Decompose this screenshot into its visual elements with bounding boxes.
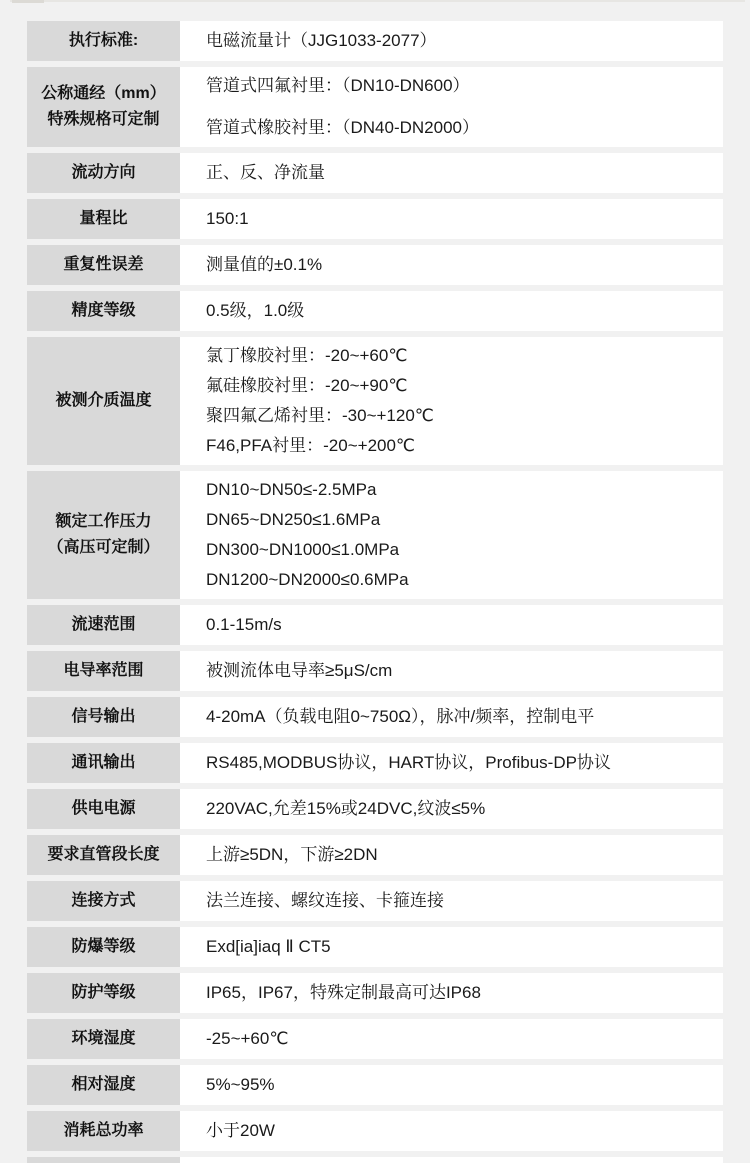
value-line: 电磁流量计（JJG1033-2077） — [206, 31, 437, 50]
row-label — [27, 835, 180, 875]
value-line: RS485,MODBUS协议，HART协议，Profibus-DP协议 — [206, 753, 611, 772]
row-label — [27, 337, 180, 465]
spec-table — [27, 21, 723, 1163]
table-row — [27, 973, 723, 1013]
value-line: Exd[ia]iaq Ⅱ CT5 — [206, 937, 331, 956]
label-line: 特殊规格可定制 — [47, 111, 160, 128]
value-line: DN300~DN1000≤1.0MPa — [206, 540, 400, 559]
label-line: 量程比 — [79, 210, 128, 227]
row-label — [27, 743, 180, 783]
row-value — [180, 21, 723, 61]
table-row — [27, 789, 723, 829]
label-line: 消耗总功率 — [63, 1122, 144, 1139]
value-line: 0.1-15m/s — [206, 615, 282, 634]
table-row — [27, 743, 723, 783]
table-row — [27, 927, 723, 967]
label-line: 公称通经（mm） — [41, 85, 166, 102]
label-line: 环境湿度 — [71, 1030, 136, 1047]
next-row-partial-value — [180, 1157, 723, 1163]
table-row — [27, 245, 723, 285]
row-value — [180, 199, 723, 239]
value-line: IP65，IP67，特殊定制最高可达IP68 — [206, 983, 481, 1002]
table-row — [27, 67, 723, 147]
value-line: 0.5级，1.0级 — [206, 301, 305, 320]
row-value — [180, 337, 723, 465]
value-line: F46,PFA衬里：-20~+200℃ — [206, 436, 416, 455]
row-label — [27, 697, 180, 737]
row-label — [27, 153, 180, 193]
value-line: 正、反、净流量 — [206, 163, 325, 182]
row-value — [180, 1065, 723, 1105]
row-value — [180, 471, 723, 599]
table-row — [27, 471, 723, 599]
value-line: 150:1 — [206, 209, 249, 228]
table-row — [27, 881, 723, 921]
row-label — [27, 881, 180, 921]
value-line: -25~+60℃ — [206, 1029, 289, 1048]
table-row — [27, 1065, 723, 1105]
table-row — [27, 651, 723, 691]
value-line: 测量值的±0.1% — [206, 255, 323, 274]
label-line: 流动方向 — [71, 164, 136, 181]
table-row — [27, 1019, 723, 1059]
value-line: 氟硅橡胶衬里：-20~+90℃ — [206, 376, 408, 395]
label-line: 要求直管段长度 — [47, 846, 160, 863]
row-label — [27, 1019, 180, 1059]
row-value — [180, 789, 723, 829]
row-value — [180, 881, 723, 921]
label-line: （高压可定制） — [47, 539, 160, 556]
row-value — [180, 835, 723, 875]
row-value — [180, 245, 723, 285]
top-edge-remnant-line — [10, 0, 745, 2]
value-line: 5%~95% — [206, 1075, 275, 1094]
label-line: 重复性误差 — [63, 256, 144, 273]
row-label — [27, 21, 180, 61]
table-row — [27, 605, 723, 645]
label-line: 连接方式 — [71, 892, 136, 909]
row-label — [27, 651, 180, 691]
label-line: 电导率范围 — [63, 662, 144, 679]
label-line: 供电电源 — [71, 800, 136, 817]
row-label — [27, 973, 180, 1013]
value-line: 4-20mA（负载电阻0~750Ω），脉冲/频率，控制电平 — [206, 707, 595, 726]
label-line: 精度等级 — [71, 302, 136, 319]
table-row — [27, 199, 723, 239]
label-line: 被测介质温度 — [55, 392, 152, 409]
table-row — [27, 337, 723, 465]
label-line: 相对湿度 — [71, 1076, 136, 1093]
value-line: DN1200~DN2000≤0.6MPa — [206, 570, 409, 589]
value-line: DN10~DN50≤-2.5MPa — [206, 480, 377, 499]
row-label — [27, 245, 180, 285]
table-row — [27, 1111, 723, 1151]
table-row — [27, 291, 723, 331]
row-value — [180, 605, 723, 645]
row-value — [180, 697, 723, 737]
row-label — [27, 789, 180, 829]
label-line: 防爆等级 — [71, 938, 136, 955]
label-line: 通讯输出 — [71, 754, 136, 771]
label-line: 防护等级 — [71, 984, 136, 1001]
value-line: 小于20W — [206, 1121, 275, 1140]
label-line: 额定工作压力 — [55, 513, 152, 530]
table-row — [27, 153, 723, 193]
row-value — [180, 153, 723, 193]
row-value — [180, 973, 723, 1013]
value-line: 聚四氟乙烯衬里：-30~+120℃ — [206, 406, 434, 425]
row-value — [180, 67, 723, 147]
table-row — [27, 21, 723, 61]
row-value — [180, 927, 723, 967]
row-label — [27, 471, 180, 599]
label-line: 信号输出 — [71, 708, 136, 725]
value-line: 管道式橡胶衬里：（DN40-DN2000） — [206, 118, 479, 137]
row-label — [27, 927, 180, 967]
next-row-partial — [27, 1157, 723, 1163]
table-row — [27, 835, 723, 875]
row-label — [27, 605, 180, 645]
label-line: 执行标准: — [68, 32, 139, 49]
row-label — [27, 1065, 180, 1105]
value-line: 220VAC,允差15%或24DVC,纹波≤5% — [206, 799, 486, 818]
label-line: 流速范围 — [71, 616, 136, 633]
next-row-partial-label — [27, 1157, 180, 1163]
row-label — [27, 291, 180, 331]
value-line: 氯丁橡胶衬里：-20~+60℃ — [206, 346, 408, 365]
value-line: 法兰连接、螺纹连接、卡箍连接 — [206, 891, 444, 910]
row-label — [27, 67, 180, 147]
row-value — [180, 1019, 723, 1059]
value-line: DN65~DN250≤1.6MPa — [206, 510, 381, 529]
row-value — [180, 291, 723, 331]
table-row — [27, 697, 723, 737]
row-label — [27, 199, 180, 239]
value-line: 管道式四氟衬里：（DN10-DN600） — [206, 76, 470, 95]
value-line: 被测流体电导率≥5μS/cm — [206, 661, 393, 680]
value-line: 上游≥5DN，下游≥2DN — [206, 845, 378, 864]
row-value — [180, 651, 723, 691]
row-value — [180, 1111, 723, 1151]
top-edge-remnant-block — [12, 0, 44, 3]
row-value — [180, 743, 723, 783]
row-label — [27, 1111, 180, 1151]
